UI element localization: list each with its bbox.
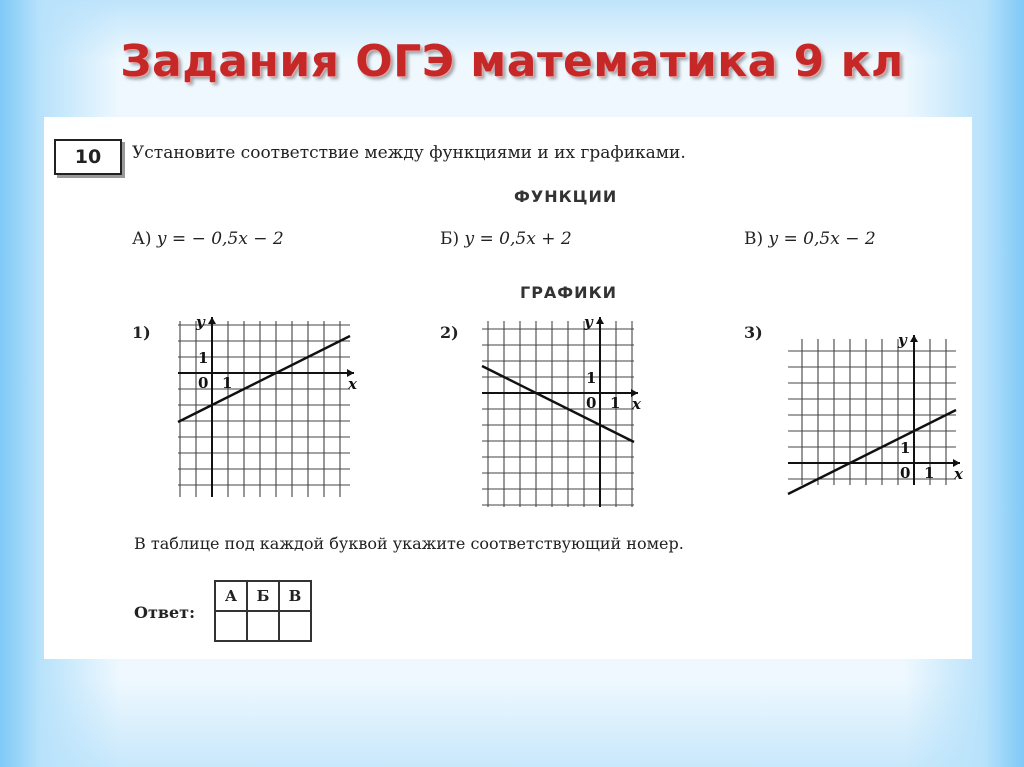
origin-label: 0 xyxy=(900,464,911,482)
answer-cell-c[interactable] xyxy=(279,611,311,641)
x-axis-label: x xyxy=(632,395,641,413)
y-axis-arrow xyxy=(910,335,918,342)
graph-2 xyxy=(482,313,641,507)
task-instruction: Установите соответствие между функциями и их графиками. xyxy=(132,143,686,163)
y-axis-label: y xyxy=(584,313,593,331)
function-letter: Б) xyxy=(440,229,460,249)
graph-3-svg xyxy=(788,331,963,485)
answer-label: Ответ: xyxy=(134,603,195,622)
answer-header-a: А xyxy=(215,581,247,611)
function-a xyxy=(132,229,284,249)
origin-label: 0 xyxy=(586,394,597,412)
function-formula: y = − 0,5x − 2 xyxy=(156,229,284,249)
graph-1 xyxy=(178,313,357,497)
answer-cell-a[interactable] xyxy=(215,611,247,641)
function-letter: В) xyxy=(744,229,764,249)
y-axis-label: y xyxy=(898,331,907,349)
y-unit-label: 1 xyxy=(900,439,911,457)
answer-instruction: В таблице под каждой буквой укажите соответствующий номер. xyxy=(134,534,684,553)
y-axis-arrow xyxy=(208,317,216,324)
x-axis-label: x xyxy=(954,465,963,483)
answer-header-c: В xyxy=(279,581,311,611)
graph-1-svg xyxy=(178,313,357,497)
y-axis-arrow xyxy=(596,317,604,324)
answer-cell-b[interactable] xyxy=(247,611,279,641)
graph-2-svg xyxy=(482,313,641,507)
task-sheet xyxy=(44,117,972,659)
function-b xyxy=(440,229,572,249)
x-unit-label: 1 xyxy=(610,394,621,412)
y-axis-label: y xyxy=(196,313,205,331)
y-unit-label: 1 xyxy=(586,369,597,387)
function-formula: y = 0,5x − 2 xyxy=(768,229,876,249)
graph-1-number: 1) xyxy=(132,323,151,342)
answer-table xyxy=(214,580,312,642)
y-unit-label: 1 xyxy=(198,349,209,367)
function-formula: y = 0,5x + 2 xyxy=(464,229,572,249)
x-unit-label: 1 xyxy=(222,374,233,392)
graphs-heading: ГРАФИКИ xyxy=(520,283,618,302)
graph-3-number: 3) xyxy=(744,323,763,342)
slide-title: Задания ОГЭ математика 9 кл xyxy=(120,36,904,87)
function-letter: А) xyxy=(132,229,152,249)
origin-label: 0 xyxy=(198,374,209,392)
x-axis-label: x xyxy=(348,375,357,393)
x-unit-label: 1 xyxy=(924,464,935,482)
task-number-box: 10 xyxy=(54,139,122,175)
answer-header-b: Б xyxy=(247,581,279,611)
function-c xyxy=(744,229,876,249)
graph-3 xyxy=(788,331,963,485)
functions-heading: ФУНКЦИИ xyxy=(514,187,618,206)
graph-2-number: 2) xyxy=(440,323,459,342)
